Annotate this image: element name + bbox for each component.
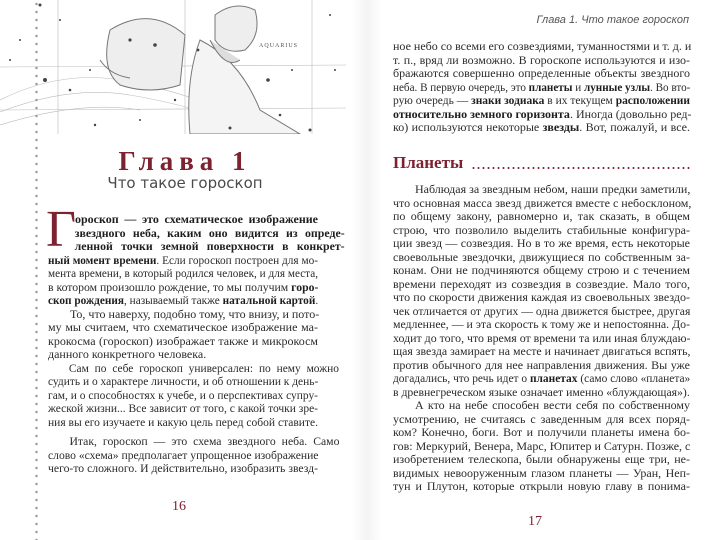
text-line <box>393 332 690 346</box>
text-line <box>48 294 318 308</box>
text-run: т. п., вряд ли возможно. В гороскопе используются и изо- <box>393 52 690 67</box>
book-gutter <box>352 0 382 540</box>
paragraph <box>393 40 690 135</box>
text-run: изобретением телескопа, были обнаружены еще три, не- <box>393 452 690 466</box>
text-line <box>393 467 690 481</box>
bold-term: натальной картой <box>222 293 316 307</box>
text-run: Наблюдая за звездным небом, наши предки заметили, <box>415 182 691 196</box>
text-line <box>393 54 690 68</box>
text-run: строю, что позволило выделить стабильные конфигура- <box>393 222 690 237</box>
section-heading <box>393 153 690 173</box>
text-run: гов: Меркурий, Венера, Марс, Юпитер и Сатурн. Позже, с <box>393 438 691 453</box>
text-run: бражаются совершенно определенные объекты звездного <box>393 66 690 80</box>
text-line <box>48 281 318 295</box>
text-line <box>393 237 690 251</box>
text-line <box>48 213 318 227</box>
text-run: ком? Конечно, боги. Вот и получили планеты имена бо- <box>393 425 690 439</box>
text-run: ко) используются некоторые <box>393 120 543 134</box>
paragraph <box>48 360 339 430</box>
bold-term: расположении <box>615 93 691 107</box>
text-line <box>48 240 345 254</box>
text-run: и <box>572 79 584 94</box>
text-run: Сам по себе гороскоп универсален: по нему можно <box>68 360 339 375</box>
text-line <box>393 108 690 122</box>
text-line <box>393 278 690 292</box>
text-line <box>393 121 690 135</box>
text-line <box>393 224 690 238</box>
dotted-margin-rule <box>35 0 38 540</box>
bold-term: планетах <box>529 371 578 385</box>
text-run: (само слово «планета» <box>577 371 691 385</box>
aquarius-constellation-illustration <box>0 0 346 134</box>
aquarius-label: AQUARIUS <box>259 43 299 49</box>
text-line <box>48 335 318 349</box>
text-line <box>393 399 690 413</box>
bold-term: лунные узлы <box>583 79 651 94</box>
text-line <box>393 67 690 81</box>
bold-term: ный момент времени <box>48 252 157 267</box>
text-run: рую очередь — <box>393 93 472 107</box>
text-run: чего-то сложного. И действительно, изобразить звезд- <box>48 461 318 475</box>
text-line <box>393 386 690 400</box>
bold-term: звездного неба, каким оно видится из опреде- <box>74 225 345 240</box>
bold-term: ороскоп — это схематическое изображение <box>75 212 318 226</box>
text-run: А кто на небе способен вести себя по собственному <box>415 398 690 412</box>
text-line <box>48 449 318 463</box>
text-line <box>393 453 690 467</box>
text-line <box>393 359 690 373</box>
text-run: медленнее, — и эта скорость к тому же и непостоянна. До- <box>393 317 690 331</box>
text-run: догадались, что речь идет о <box>393 371 530 385</box>
text-line <box>393 480 690 494</box>
text-run: мента времени, в который родился человек, и для места, <box>48 266 318 280</box>
text-line <box>48 254 318 268</box>
text-run: неба. В первую очередь, это <box>393 79 529 94</box>
text-run: . <box>315 293 319 307</box>
text-line <box>393 426 690 440</box>
text-line <box>393 40 690 54</box>
text-run: в древнегреческом языке означает именно «блуждающая»). <box>393 384 690 399</box>
text-run: конам. Они не подчиняются общему строю и с течением <box>393 263 690 277</box>
bold-term: горо- <box>291 279 319 294</box>
chapter-number: Глава 1 <box>118 146 252 176</box>
text-line <box>48 389 318 403</box>
text-line <box>48 362 339 376</box>
text-run: в их текущем <box>544 93 616 107</box>
bold-term: относительно земного горизонта <box>393 106 570 121</box>
text-run: ходит до того, что время от времени та или иная блуждаю- <box>393 330 691 345</box>
text-run: . Иногда (довольно ред- <box>569 106 692 121</box>
text-line <box>393 197 690 211</box>
bold-term: скоп рождения <box>48 293 125 307</box>
text-run: . Вот, пожалуй, и все. <box>579 120 690 134</box>
right-page-body <box>393 183 690 494</box>
paragraph <box>393 399 690 494</box>
text-line <box>393 81 690 95</box>
text-run: что основная масса звезд движется вместе с небосклоном, <box>393 195 692 210</box>
paragraph <box>48 308 318 362</box>
paragraph <box>48 212 345 308</box>
text-run: чек отличается от других — одна движется быстрее, другая <box>393 303 691 318</box>
drop-cap: Г <box>46 201 77 258</box>
text-run: му мы считаем, что схематическое изображение ма- <box>48 320 318 334</box>
text-run: своевольные звездочки, движущиеся по собственным за- <box>393 249 690 264</box>
text-run: . Если гороскоп построен для мо- <box>156 252 318 267</box>
paragraph <box>48 434 340 476</box>
text-line <box>48 308 318 322</box>
text-line <box>393 291 690 305</box>
text-line <box>48 348 318 362</box>
page-number-right: 17 <box>528 514 542 529</box>
text-run: данного конкретного человека. <box>48 347 207 361</box>
text-run: , называемый также <box>124 293 223 307</box>
running-header: Глава 1. Что такое гороскоп <box>536 14 689 26</box>
text-line <box>393 318 690 332</box>
text-line <box>393 183 690 197</box>
bold-term: звезды <box>542 120 580 134</box>
text-run: крокосма (гороскоп) изображает также и микрокосм <box>48 333 318 348</box>
text-line <box>48 462 318 476</box>
text-run: . Во вто- <box>650 79 691 94</box>
text-run: щая звезда замирает на месте и начинает двигаться вспять, <box>393 344 691 358</box>
text-line <box>48 227 345 241</box>
text-line <box>393 413 690 427</box>
text-line <box>393 94 690 108</box>
text-run: времени переходят из созвездия в созвездие. Мало того, <box>393 276 690 291</box>
text-run: Итак, гороскоп — это схема звездного неба. Само <box>69 434 340 448</box>
text-run: гам, и о способностях к учебе, и о перспективах супру- <box>48 387 318 402</box>
section-heading-title: Планеты <box>393 153 464 172</box>
bold-term: знаки зодиака <box>471 93 545 107</box>
text-line <box>48 416 318 430</box>
text-run: что по скорости движения каждая из своевольных звездо- <box>393 290 690 304</box>
page-number-left: 16 <box>172 499 186 514</box>
text-run: усмотрению, не считаясь с заведенным для всех поряд- <box>393 411 690 426</box>
text-line <box>393 345 690 359</box>
text-run: судить и о характере личности, и об отношении к день- <box>48 374 319 388</box>
text-run: по общему закону, равномерно и, так сказать, в общем <box>393 209 690 223</box>
text-line <box>48 402 318 416</box>
chapter-title: Что такое гороскоп <box>107 174 263 192</box>
bold-term: ленной точки земной поверхности в конкрет- <box>74 239 345 253</box>
left-page-body <box>48 212 345 476</box>
text-run: видимых невооруженным глазом планеты — Уран, Неп- <box>393 465 690 480</box>
text-run: ния вы его изучаете и какую цель перед собой ставите. <box>48 414 319 429</box>
text-run: против обычного для нее направления движения. Вы уже <box>393 357 690 372</box>
text-line <box>48 435 339 449</box>
right-page-intro <box>393 40 690 135</box>
text-run: То, что наверху, подобно тому, что внизу, и пото- <box>70 306 320 321</box>
text-line <box>393 251 690 265</box>
text-run: ции звезд — созвездия. Но в то же время, есть некоторые <box>393 236 690 250</box>
text-run: тун и Плутон, которые открыли новую главу в понима- <box>393 479 690 493</box>
text-run: ное небо со всеми его созвездиями, туманностями и т. д. и <box>393 39 692 53</box>
text-line <box>48 321 318 335</box>
text-line <box>48 375 318 389</box>
bold-term: планеты <box>528 79 573 94</box>
text-line <box>393 264 690 278</box>
paragraph <box>393 183 690 399</box>
text-line <box>48 267 318 281</box>
heading-dotted-leader <box>471 167 690 169</box>
text-line <box>393 210 690 224</box>
text-run: жеской жизни... Все зависит от того, с какой точки зре- <box>48 401 318 415</box>
text-line <box>393 372 690 386</box>
text-run: в котором произошло рождение, то мы получим <box>48 279 292 294</box>
text-line <box>393 305 690 319</box>
text-line <box>393 440 690 454</box>
text-run: слово «схема» предполагает упрощенное изображение <box>48 447 319 462</box>
